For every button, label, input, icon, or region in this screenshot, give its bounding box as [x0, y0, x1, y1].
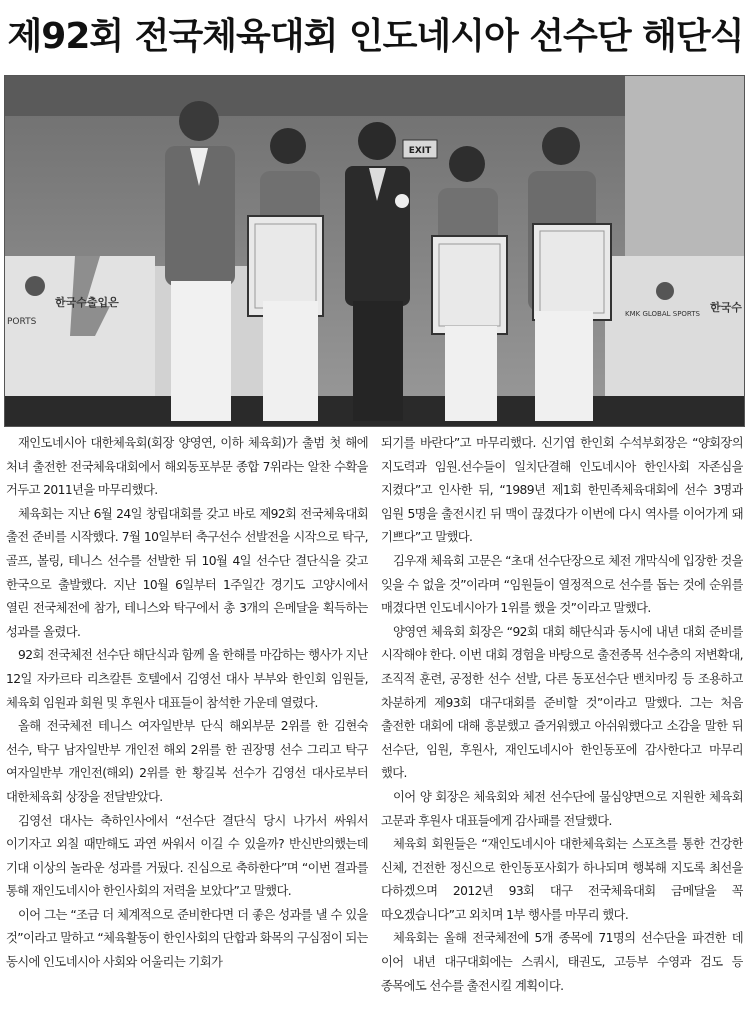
- banner-left-text: 한국수출입은: [55, 296, 119, 309]
- person-3: [345, 122, 410, 421]
- article-photo: [4, 75, 745, 427]
- banner-left-small: PORTS: [7, 317, 37, 327]
- banner-right-text: KMK GLOBAL SPORTS: [625, 310, 700, 318]
- paragraph: 재인도네시아 대한체육회(회장 양영연, 이하 체육회)가 출범 첫 해에 처녀 출전한 전국체육대회에서 해외동포부문 종합 7위라는 알찬 수확을 거두고 2011년을 마무리했다.: [6, 436, 368, 498]
- paragraph: 이어 그는 “조금 더 체계적으로 준비한다면 더 좋은 성과를 낼 수 있을 것”이라고 말하고 “체육활동이 한인사회의 단합과 화목의 구심점이 되는 동시에 인도네시아 사회와 어울리는 기회가: [6, 907, 368, 970]
- exit-sign-text: EXIT: [408, 146, 432, 156]
- paragraph: 양영연 체육회 회장은 “92회 대회 해단식과 동시에 내년 대회 준비를 시작해야 한다. 이번 대회 경험을 바탕으로 출전종목 선수층의 저변확대, 조직적 훈련, 공정한 선수 선발, 다른 동포선수단 밴치마킹 등 조용하고 차분하게 제93회 대구대회를 준비할 것”이라고 말했다. 그는 처음 출전한 대회에 대해 흥분했고 즐거워했고 아쉬워했다고 소감을 말한 뒤 선수단, 임원, 후원사, 재인도네시아 한인동포에 감사한다고 마무리 했다.: [381, 624, 743, 781]
- paragraph: 올해 전국체전 테니스 여자일반부 단식 해외부문 2위를 한 김현숙 선수, 탁구 남자일반부 개인전 해외 2위를 한 권장명 선수 그리고 탁구 여자일반부 개인전(해외) 2위를 한 황길복 선수가 김영선 대사로부터 대한체육회 상장을 전달받았다.: [6, 719, 368, 804]
- paragraph: 92회 전국체전 선수단 해단식과 함께 올 한해를 마감하는 행사가 지난 12일 자카르타 리츠칼튼 호텔에서 김영선 대사 부부와 한인회 임원들, 체육회 임원과 회원 및 후원사 대표들이 참석한 가운데 열렸다.: [6, 648, 368, 710]
- paragraph: 체육회 회원들은 “재인도네시아 대한체육회는 스포츠를 통한 건강한 신체, 건전한 정신으로 한인동포사회가 하나되며 행복해 지도록 최선을 다하겠으며 2012년 93회 대구 전국체육대회 금메달을 꼭 따오겠습니다”고 외치며 1부 행사를 마무리 했다.: [381, 837, 743, 922]
- banner-right-korean: 한국수: [710, 301, 742, 314]
- paragraph: 체육회는 지난 6월 24일 창립대회를 갖고 바로 제92회 전국체육대회 출전 준비를 시작했다. 7월 10일부터 축구선수 선발전을 시작으로 탁구, 골프, 볼링, 테니스 선수를 선발한 뒤 10월 4일 선수단 결단식을 갖고 한국으로 출발했다. 지난 10월 6일부터 1주일간 경기도 고양시에서 열린 전국체전에 참가, 테니스와 탁구에서 총 3개의 은메달을 획득하는 성과를 올렸다.: [6, 506, 368, 639]
- paragraph: 김우재 체육회 고문은 “초대 선수단장으로 체전 개막식에 입장한 것을 잊을 수 없을 것”이라며 “임원들이 열정적으로 선수를 돕는 것에 순위를 매겼다면 인도네시아가 1위를 했을 것”이라고 말했다.: [381, 553, 743, 616]
- article-body-left-column: [6, 432, 368, 1022]
- article-headline: 제92회 전국체육대회 인도네시아 선수단 해단식: [7, 15, 744, 57]
- person-1: [165, 101, 235, 421]
- paragraph: 체육회는 올해 전국체전에 5개 종목에 71명의 선수단을 파견한 데 이어 내년 대구대회에는 스쿼시, 태권도, 고등부 수영과 검도 등 종목에도 선수를 출전시킬 계획이다.: [381, 931, 743, 993]
- article-body-right-column: [381, 432, 743, 1022]
- paragraph: 이어 양 회장은 체육회와 체전 선수단에 물심양면으로 지원한 체육회 고문과 후원사 대표들에게 감사패를 전달했다.: [381, 789, 743, 828]
- paragraph: 되기를 바란다”고 마무리했다. 신기엽 한인회 수석부회장은 “양회장의 지도력과 임원.선수들이 일치단결해 인도네시아 한인사회 자존심을 지켰다”고 인사한 뒤, “1989년 제1회 한민족체육대회에 선수 3명과 임원 5명을 출전시킨 뒤 맥이 끊겼다가 이번에 다시 역사를 이어가게 돼 기쁘다”고 말했다.: [381, 436, 743, 545]
- paragraph: 김영선 대사는 축하인사에서 “선수단 결단식 당시 나가서 싸워서 이기자고 외칠 때만해도 과연 싸워서 이길 수 있을까? 반신반의했는데 기대 이상의 놀라운 성과를 거뒀다. 진심으로 축하한다”며 “이번 결과를 통해 재인도네시아 한인사회의 저력을 보았다”고 말했다.: [6, 813, 368, 899]
